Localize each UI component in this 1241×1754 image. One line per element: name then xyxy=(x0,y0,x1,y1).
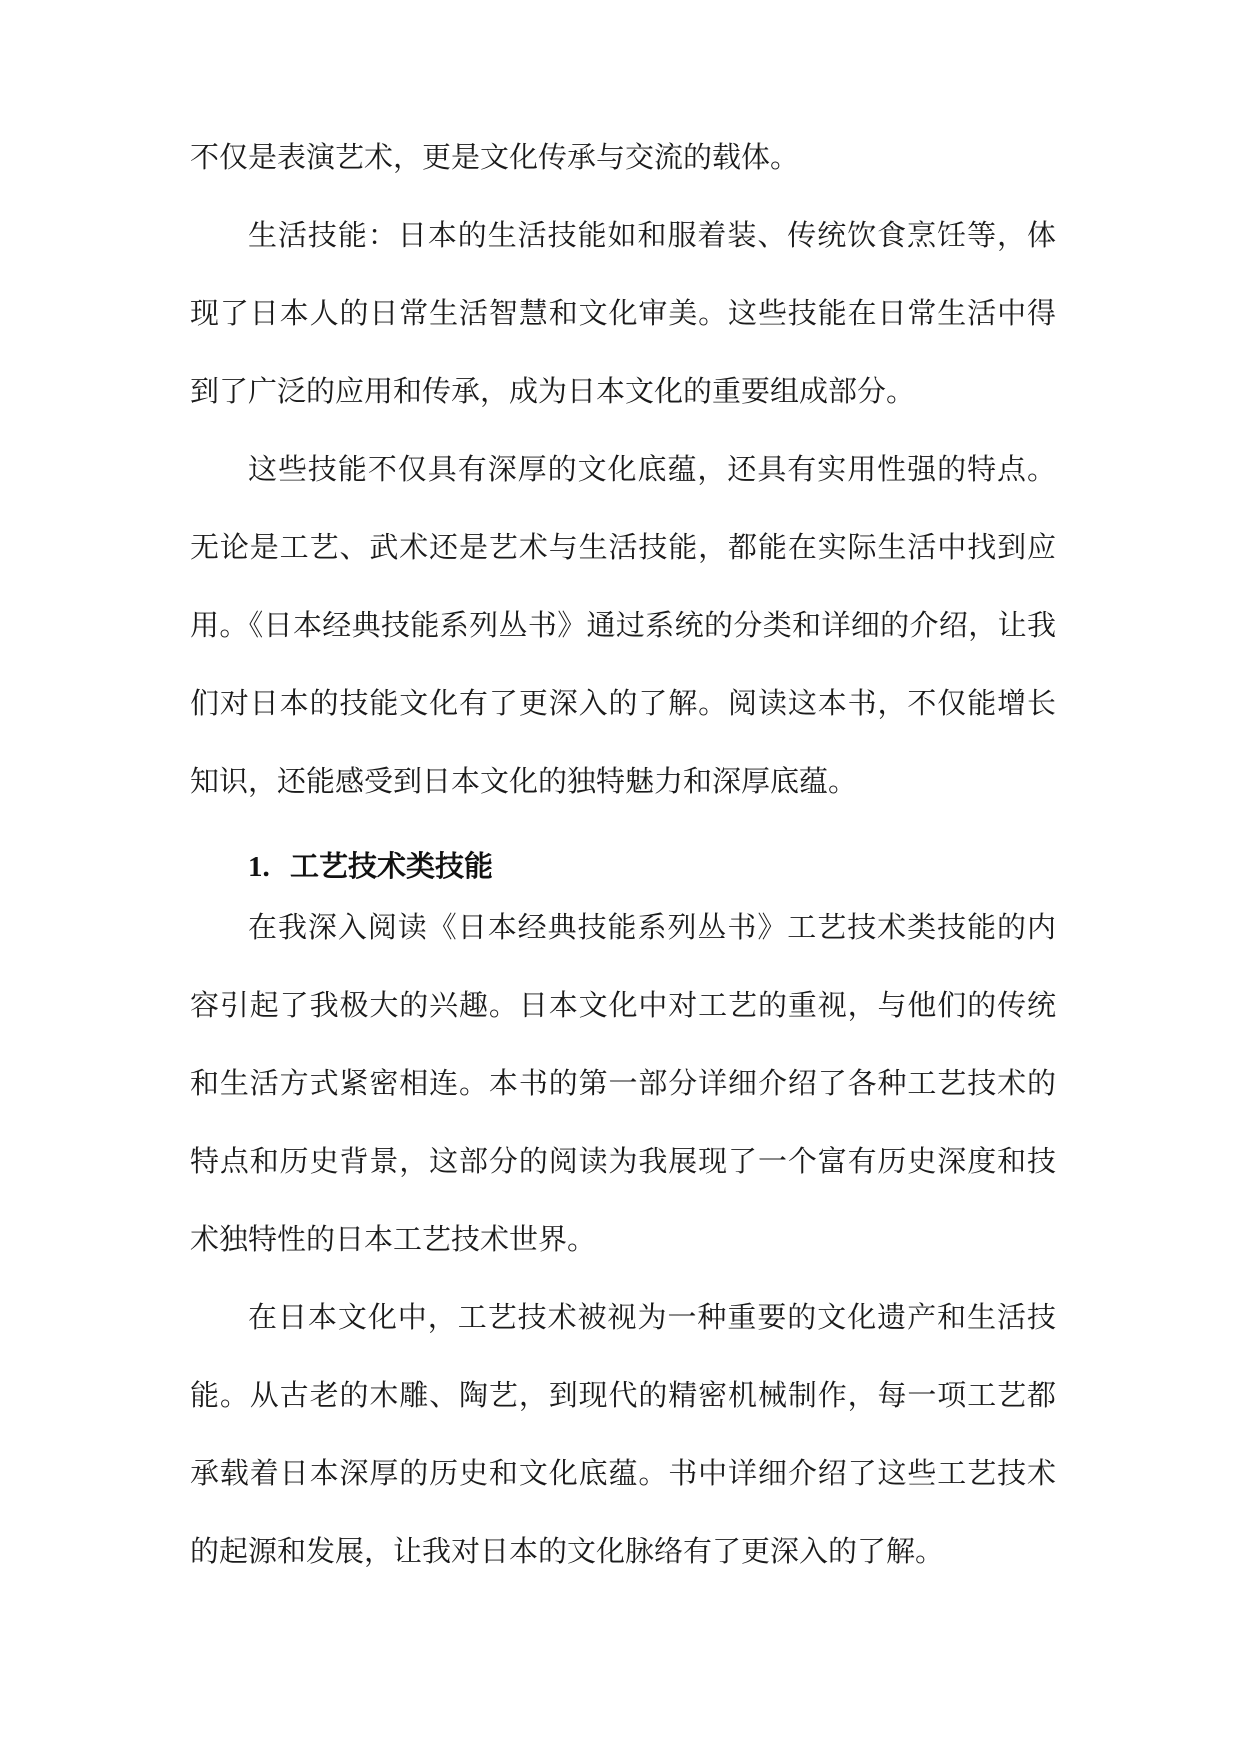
text-section-before-heading xyxy=(190,118,1056,820)
section-heading-title: 工艺技术类技能 xyxy=(290,849,494,883)
section-heading xyxy=(248,846,493,887)
paragraph-life-skills: 生活技能：日本的生活技能如和服着装、传统饮食烹饪等，体现了日本人的日常生活智慧和文化审美。这些技能在日常生活中得到了广泛的应用和传承，成为日本文化的重要组成部分。 xyxy=(190,218,1056,408)
paragraph-craft-heritage: 在日本文化中，工艺技术被视为一种重要的文化遗产和生活技能。从古老的木雕、陶艺，到现代的精密机械制作，每一项工艺都承载着日本深厚的历史和文化底蕴。书中详细介绍了这些工艺技术的起源和发展，让我对日本的文化脉络有了更深入的了解。 xyxy=(190,1300,1056,1568)
section-heading-number: 1. xyxy=(248,851,270,883)
paragraph-reading-interest: 在我深入阅读《日本经典技能系列丛书》工艺技术类技能的内容引起了我极大的兴趣。日本文化中对工艺的重视，与他们的传统和生活方式紧密相连。本书的第一部分详细介绍了各种工艺技术的特点和历史背景，这部分的阅读为我展现了一个富有历史深度和技术独特性的日本工艺技术世界。 xyxy=(190,910,1056,1256)
text-section-after-heading xyxy=(190,888,1056,1590)
paragraph-continuation: 不仅是表演艺术，更是文化传承与交流的载体。 xyxy=(190,140,800,174)
paragraph-summary: 这些技能不仅具有深厚的文化底蕴，还具有实用性强的特点。无论是工艺、武术还是艺术与生活技能，都能在实际生活中找到应用。《日本经典技能系列丛书》通过系统的分类和详细的介绍，让我们对日本的技能文化有了更深入的了解。阅读这本书，不仅能增长知识，还能感受到日本文化的独特魅力和深厚底蕴。 xyxy=(190,452,1056,798)
